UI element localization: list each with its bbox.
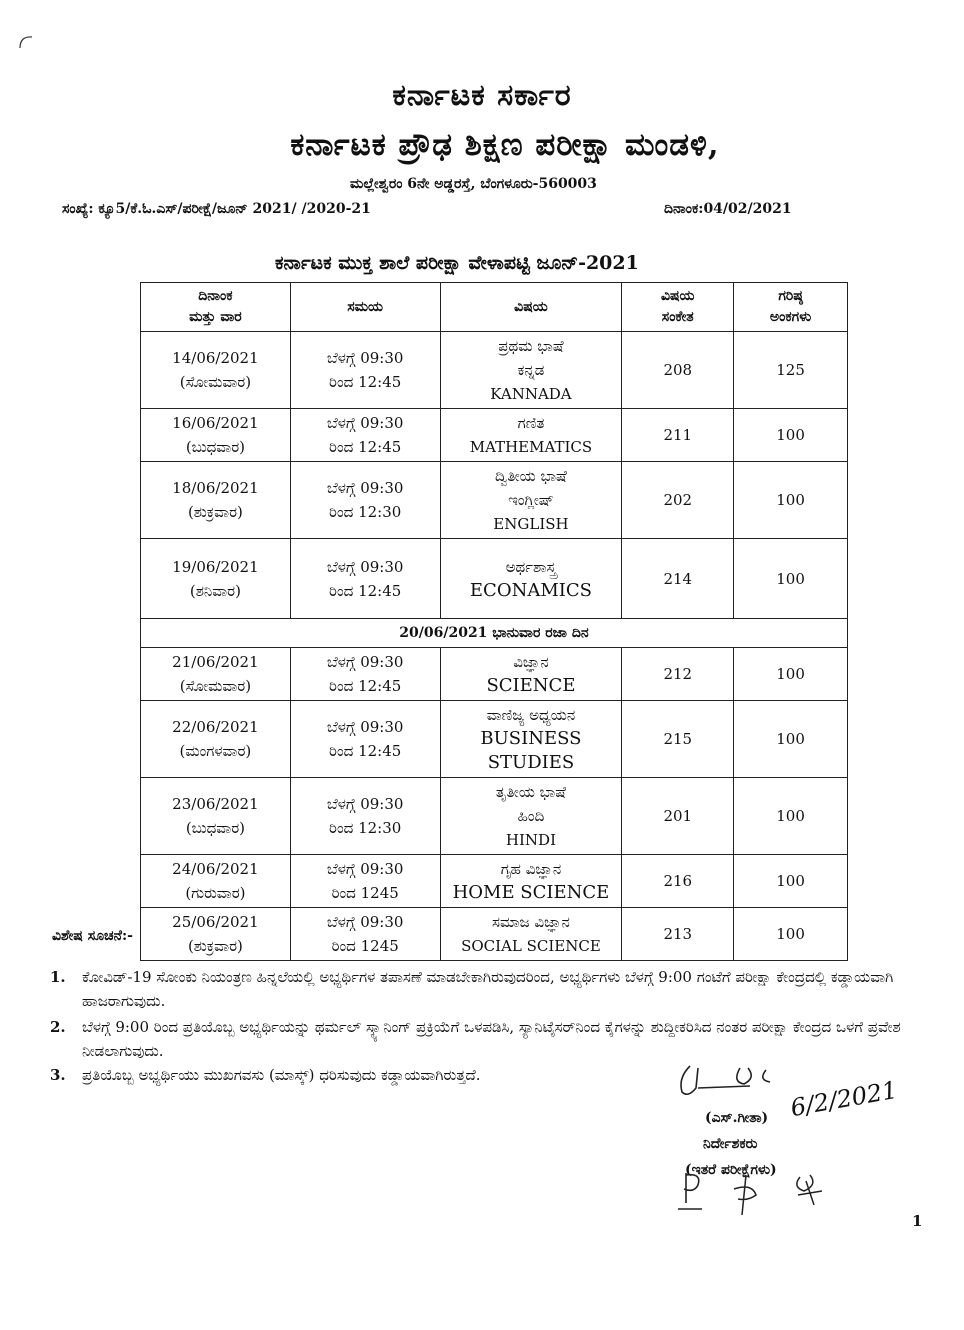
marks-cell: 100 (734, 701, 848, 778)
note-number: 2. (50, 1018, 66, 1036)
time-cell: ಬೆಳಗ್ಗೆ 09:30 ರಿಂದ 1245 (290, 855, 440, 908)
note-text: ಬೆಳಗ್ಗೆ 9:00 ರಿಂದ ಪ್ರತಿಯೊಬ್ಬ ಅಭ್ಯರ್ಥಿಯನ್ನು ಥರ್ಮಲ್ ಸ್ಕ್ಯಾನಿಂಗ್ ಪ್ರಕ್ರಿಯೆಗೆ ಒಳಪಡಿಸಿ, ಸ್ಯಾನಿಟೈಸರ್‌ನಿಂದ ಕೈಗಳನ್ನು ಶುದ್ದೀಕರಿಸಿದ ನಂತರ ಪರೀಕ್ಷಾ ಕೇಂದ್ರದ ಒಳಗೆ ಪ್ರವೇಶ ನೀಡಲಾಗುವುದು. (82, 1018, 901, 1060)
time-cell: ಬೆಳಗ್ಗೆ 09:30 ರಿಂದ 12:45 (290, 539, 440, 619)
marks-cell: 125 (734, 332, 848, 409)
col-header-marks: ಗರಿಷ್ಠ ಅಂಕಗಳು (734, 283, 848, 332)
table-row (141, 462, 848, 539)
initials-signature (672, 1165, 842, 1220)
subject-cell: ಗಣಿತ MATHEMATICS (440, 409, 622, 462)
code-cell: 215 (622, 701, 734, 778)
marks-cell: 100 (734, 539, 848, 619)
note-number: 3. (50, 1066, 66, 1084)
subject-cell: ತೃತೀಯ ಭಾಷೆ ಹಿಂದಿ HINDI (440, 778, 622, 855)
subject-cell: ಪ್ರಥಮ ಭಾಷೆ ಕನ್ನಡ KANNADA (440, 332, 622, 409)
col-header-time: ಸಮಯ (290, 283, 440, 332)
code-cell: 202 (622, 462, 734, 539)
subject-cell: ಅರ್ಥಶಾಸ್ತ್ರ ECONAMICS (440, 539, 622, 619)
date-cell: 19/06/2021 (ಶನಿವಾರ) (141, 539, 291, 619)
note-item (50, 1015, 920, 1063)
marks-cell: 100 (734, 855, 848, 908)
marks-cell: 100 (734, 908, 848, 961)
date-cell: 24/06/2021 (ಗುರುವಾರ) (141, 855, 291, 908)
code-cell: 214 (622, 539, 734, 619)
timetable-title: ಕರ್ನಾಟಕ ಮುಕ್ತ ಶಾಲೆ ಪರೀಕ್ಷಾ ವೇಳಾಪಟ್ಟಿ ಜೂನ್-2021 (275, 252, 639, 274)
code-cell: 216 (622, 855, 734, 908)
table-row (141, 855, 848, 908)
subject-cell: ವಿಜ್ಞಾನ SCIENCE (440, 648, 622, 701)
code-cell: 211 (622, 409, 734, 462)
document-date: ದಿನಾಂಕ:04/02/2021 (664, 201, 792, 217)
marks-cell: 100 (734, 778, 848, 855)
col-header-code: ವಿಷಯ ಸಂಕೇತ (622, 283, 734, 332)
time-cell: ಬೆಳಗ್ಗೆ 09:30 ರಿಂದ 12:30 (290, 778, 440, 855)
note-text: ಕೋವಿಡ್-19 ಸೋಂಕು ನಿಯಂತ್ರಣ ಹಿನ್ನಲೆಯಲ್ಲಿ ಅಭ್ಯರ್ಥಿಗಳ ತಪಾಸಣೆ ಮಾಡಬೇಕಾಗಿರುವುದರಿಂದ, ಅಭ್ಯರ್ಥಿಗಳು ಬೆಳಗ್ಗೆ 9:00 ಗಂಟೆಗೆ ಪರೀಕ್ಷಾ ಕೇಂದ್ರದಲ್ಲಿ ಕಡ್ಡಾಯವಾಗಿ ಹಾಜರಾಗುವುದು. (82, 968, 894, 1010)
page-number: 1 (912, 1212, 923, 1230)
note-text: ಪ್ರತಿಯೊಬ್ಬ ಅಭ್ಯರ್ಥಿಯು ಮುಖಗವಸು (ಮಾಸ್ಕ್) ಧರಿಸುವುದು ಕಡ್ಡಾಯವಾಗಿರುತ್ತದೆ. (82, 1066, 481, 1084)
subject-cell: ವಾಣಿಜ್ಯ ಅಧ್ಯಯನ BUSINESS STUDIES (440, 701, 622, 778)
signature-date: 6/2/2021 (788, 1075, 900, 1123)
time-cell: ಬೆಳಗ್ಗೆ 09:30 ರಿಂದ 12:45 (290, 648, 440, 701)
time-cell: ಬೆಳಗ್ಗೆ 09:30 ರಿಂದ 12:30 (290, 462, 440, 539)
holiday-cell: 20/06/2021 ಭಾನುವಾರ ರಜಾ ದಿನ (141, 619, 848, 648)
note-number: 1. (50, 968, 66, 986)
time-cell: ಬೆಳಗ್ಗೆ 09:30 ರಿಂದ 12:45 (290, 701, 440, 778)
date-cell: 21/06/2021 (ಸೋಮವಾರ) (141, 648, 291, 701)
notes-heading: ವಿಶೇಷ ಸೂಚನೆ:- (52, 928, 133, 944)
code-cell: 208 (622, 332, 734, 409)
marks-cell: 100 (734, 648, 848, 701)
reference-number: ಸಂಖ್ಯೆ: ಕ್ಯೂ5/ಕೆ.ಓ.ಎಸ್/ಪರೀಕ್ಷೆ/ಜೂನ್ 2021/ /2020-21 (62, 201, 371, 217)
table-row (141, 539, 848, 619)
time-cell: ಬೆಳಗ್ಗೆ 09:30 ರಿಂದ 12:45 (290, 409, 440, 462)
time-cell: ಬೆಳಗ್ಗೆ 09:30 ರಿಂದ 1245 (290, 908, 440, 961)
signatory-title: ನಿರ್ದೇಶಕರು (703, 1136, 758, 1152)
code-cell: 212 (622, 648, 734, 701)
board-title: ಕರ್ನಾಟಕ ಪ್ರೌಢ ಶಿಕ್ಷಣ ಪರೀಕ್ಷಾ ಮಂಡಳಿ, (290, 127, 720, 163)
date-cell: 22/06/2021 (ಮಂಗಳವಾರ) (141, 701, 291, 778)
col-header-date: ದಿನಾಂಕ ಮತ್ತು ವಾರ (141, 283, 291, 332)
board-address: ಮಲ್ಲೇಶ್ವರಂ 6ನೇ ಅಡ್ಡರಸ್ತೆ, ಬೆಂಗಳೂರು-560003 (350, 176, 597, 192)
date-cell: 23/06/2021 (ಬುಧವಾರ) (141, 778, 291, 855)
exam-timetable (140, 282, 848, 961)
code-cell: 201 (622, 778, 734, 855)
col-header-subject: ವಿಷಯ (440, 283, 622, 332)
marks-cell: 100 (734, 462, 848, 539)
signatory-department: (ಇತರೆ ಪರೀಕ್ಷೆಗಳು) (685, 1162, 777, 1178)
note-item (50, 965, 920, 1013)
holiday-row (141, 619, 848, 648)
table-header-row (141, 283, 848, 332)
subject-cell: ಸಮಾಜ ವಿಜ್ಞಾನ SOCIAL SCIENCE (440, 908, 622, 961)
signatory-name: (ಎಸ್.ಗೀತಾ) (705, 1110, 769, 1126)
date-cell: 25/06/2021 (ಶುಕ್ರವಾರ) (141, 908, 291, 961)
table-row (141, 409, 848, 462)
date-cell: 14/06/2021 (ಸೋಮವಾರ) (141, 332, 291, 409)
government-title: ಕರ್ನಾಟಕ ಸರ್ಕಾರ (392, 78, 572, 113)
scan-mark (18, 34, 40, 50)
table-row (141, 648, 848, 701)
table-row (141, 332, 848, 409)
time-cell: ಬೆಳಗ್ಗೆ 09:30 ರಿಂದ 12:45 (290, 332, 440, 409)
table-row (141, 701, 848, 778)
subject-cell: ಗೃಹ ವಿಜ್ಞಾನ HOME SCIENCE (440, 855, 622, 908)
handwritten-signature (670, 1058, 800, 1108)
date-cell: 16/06/2021 (ಬುಧವಾರ) (141, 409, 291, 462)
table-row (141, 908, 848, 961)
subject-cell: ದ್ವಿತೀಯ ಭಾಷೆ ಇಂಗ್ಲೀಷ್ ENGLISH (440, 462, 622, 539)
date-cell: 18/06/2021 (ಶುಕ್ರವಾರ) (141, 462, 291, 539)
marks-cell: 100 (734, 409, 848, 462)
table-row (141, 778, 848, 855)
code-cell: 213 (622, 908, 734, 961)
